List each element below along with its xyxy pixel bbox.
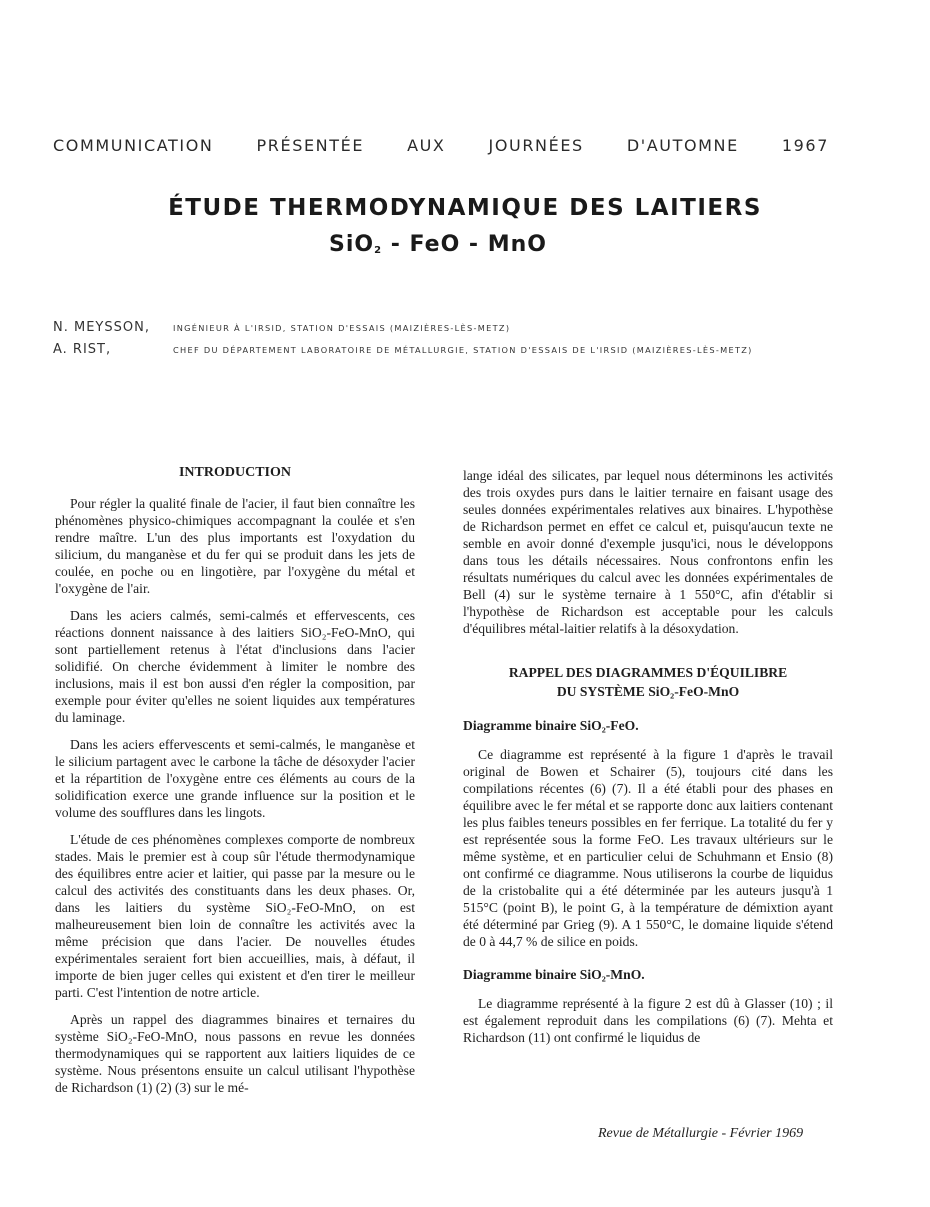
- banner-word: JOURNÉES: [488, 136, 584, 155]
- article-subtitle: [0, 232, 876, 257]
- subsection-heading: Diagramme binaire SiO₂-MnO.: [463, 967, 645, 982]
- introduction-heading: INTRODUCTION: [178, 465, 291, 480]
- author-list: [53, 320, 753, 364]
- banner-word: COMMUNICATION: [53, 136, 214, 155]
- subtitle-subscript: 2: [374, 245, 383, 256]
- section-title-line: DU SYSTÈME SiO₂-FeO-MnO: [556, 684, 740, 699]
- banner-word: PRÉSENTÉE: [256, 136, 365, 155]
- body-paragraph: Le diagramme représenté à la figure 2 est dû à Glasser (10) ; il est également reproduit dans les compilations (6) (7). Mehta et Richardson (11) ont confirmé le liquidus de: [463, 996, 833, 1045]
- subtitle-prefix: SiO: [329, 232, 375, 257]
- author-affiliation: CHEF DU DÉPARTEMENT LABORATOIRE DE MÉTALLURGIE, STATION D'ESSAIS DE L'IRSID (MAIZIÈRES-LÈS-METZ): [173, 345, 753, 355]
- communication-banner: [53, 136, 829, 155]
- author-entry: [53, 342, 753, 364]
- body-paragraph: L'étude de ces phénomènes complexes comporte de nombreux stades. Mais le premier est à coup sûr l'étude thermodynamique des équilibres entre acier et laitier, qui passe par la mesure ou le calcul des activités des constituants dans les deux phases. Or, dans les laitiers du système SiO₂-FeO-MnO, on est malheureusement bien loin de connaître les activités avec la même précision que dans l'acier. De nouvelles études expérimentales seraient fort bien accueillies, mais, à défaut, il importe de bien juger celles qui existent et d'en tirer le meilleur parti. C'est l'intention de notre article.: [55, 832, 415, 1000]
- body-paragraph-continuation: lange idéal des silicates, par lequel nous déterminons les activités des trois oxydes purs dans le laitier ternaire en faisant usage des seules données expérimentales relatives aux binaires. L'hypothèse de Richardson permet en effet ce calcul et, puisqu'aucun texte ne semble en avoir donné d'exemple jusqu'ici, nous le développons dans tous les détails nécessaires. Nous confrontons enfin les résultats numériques du calcul avec les données expérimentales de Bell (4) sur le système ternaire à 1 550°C, afin d'établir si l'hypothèse de Richardson est acceptable pour les calculs d'équilibres métal-laitier relatifs à la désoxydation.: [463, 468, 833, 636]
- body-paragraph: Ce diagramme est représenté à la figure 1 d'après le travail original de Bowen et Schairer (5), toujours cité dans les compilations récentes (6) (7). Il a été établi pour des phases en équilibre avec le fer métal et se rapporte donc aux laitiers contenant les plus faibles teneurs possibles en fer ferrique. La totalité du fer y est représentée sous la forme FeO. Les travaux ultérieurs sur le même système, et en particulier celui de Schuhmann et Ensio (8) ont confirmé ce diagramme. Nous utiliserons la courbe de liquidus de la cristobalite qui a été déterminée par les auteurs jusqu'à 1 515°C (point B), le point G, à la température de démixtion ayant été déterminé par Grieg (9). A 1 550°C, le domaine liquide s'étend de 0 à 44,7 % de silice en poids.: [463, 747, 833, 949]
- body-paragraph: Dans les aciers calmés, semi-calmés et effervescents, ces réactions donnent naissance à des laitiers SiO₂-FeO-MnO, qui sont partiellement retenus à l'état d'inclusions dans l'acier solidifié. On cherche évidemment à limiter le nombre des inclusions, mais il est bon aussi d'en régler la composition, par exemple pour éviter qu'elles ne soient liquides aux températures du laminage.: [55, 608, 415, 725]
- banner-word: 1967: [781, 136, 829, 155]
- body-paragraph: Après un rappel des diagrammes binaires et ternaires du système SiO₂-FeO-MnO, nous passons en revue les données thermodynamiques qui se rapportent aux laitiers liquides de ce système. Nous présentons ensuite un calcul utilisant l'hypothèse de Richardson (1) (2) (3) sur le mé-: [55, 1012, 415, 1095]
- journal-footer: Revue de Métallurgie - Février 1969: [598, 1126, 804, 1141]
- author-name: A. RIST,: [53, 342, 112, 357]
- section-title: [463, 663, 833, 701]
- author-affiliation: INGÉNIEUR À L'IRSID, STATION D'ESSAIS (MAIZIÈRES-LÈS-METZ): [173, 323, 511, 333]
- body-paragraph: Pour régler la qualité finale de l'acier, il faut bien connaître les phénomènes physico-chimiques accompagnant la coulée et s'en rendre maître. L'un des plus importants est l'oxydation du silicium, du manganèse et du fer qui se produit dans les jets de coulée, en poche ou en lingotière, par l'oxygène du métal et l'oxygène de l'air.: [55, 496, 415, 596]
- left-column: [55, 464, 415, 1106]
- section-title-line: RAPPEL DES DIAGRAMMES D'ÉQUILIBRE: [508, 665, 788, 680]
- author-entry: [53, 320, 753, 342]
- right-column: [463, 467, 833, 1056]
- body-paragraph: Dans les aciers effervescents et semi-calmés, le manganèse et le silicium partagent avec le carbone la tâche de désoxyder l'acier et la répartition de l'oxygène entre ces éléments au cours de la solidification exerce une grande influence sur la position et le volume des soufflures dans les lingots.: [55, 737, 415, 820]
- banner-word: D'AUTOMNE: [626, 136, 739, 155]
- article-title: ÉTUDE THERMODYNAMIQUE DES LAITIERS: [168, 195, 762, 221]
- author-name: N. MEYSSON,: [53, 320, 150, 335]
- subtitle-suffix: - FeO - MnO: [382, 232, 547, 257]
- banner-word: AUX: [407, 136, 446, 155]
- subsection-heading: Diagramme binaire SiO₂-FeO.: [463, 718, 639, 733]
